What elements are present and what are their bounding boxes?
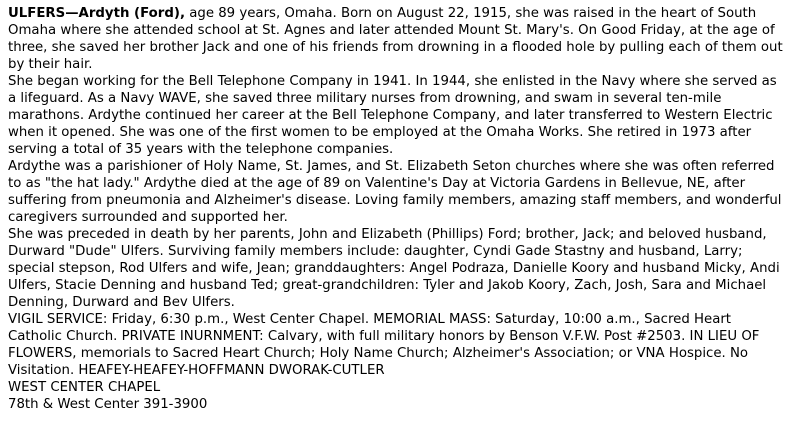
chapel-name: WEST CENTER CHAPEL — [8, 380, 161, 395]
career-paragraph: She began working for the Bell Telephone Company in 1941. In 1944, she enlisted in the Navy where she served as a lifeguard. As a Navy WAVE, she saved three military nurses from drowning, and swam in several ten-mile marathons. Ardythe continued her career at the Bell Telephone Company, and later transferred to Western Electric when it opened. She was one of the first women to be employed at the Omaha Works. She retired in 1973 after serving a total of 35 years with the telephone companies. — [8, 74, 777, 157]
obituary-headline: ULFERS—Ardyth (Ford), — [8, 6, 185, 21]
obituary-intro-text: age 89 years, Omaha. Born on August 22, 1915, she was raised in the heart of South Omaha where she attended school at St. Agnes and later attended Mount St. Mary's. On Good Friday, at the age of three, she saved her brother Jack and one of his friends from drowning in a flooded hole by pulling each of them out by their hair. — [8, 6, 783, 72]
parish-paragraph: Ardythe was a parishioner of Holy Name, St. James, and St. Elizabeth Seton churches where she was often referred to as "the hat lady." Ardythe died at the age of 89 on Valentine's Day at Victoria Gardens in Bellevue, NE, after suffering from pneumonia and Alzheimer's disease. Loving family members, amazing staff members, and wonderful caregivers surrounded and supported her. — [8, 159, 782, 225]
family-paragraph: She was preceded in death by her parents, John and Elizabeth (Phillips) Ford; brother, Jack; and beloved husband, Durward "Dude" Ulfers. Surviving family members include: daughter, Cyndi Gade Stastny and husband, Larry; special stepson, Rod Ulfers and wife, Jean; granddaughters: Angel Podraza, Danielle Koory and husband Micky, Andi Ulfers, Stacie Denning and husband Ted; great-grandchildren: Tyler and Jakob Koory, Zach, Josh, Sara and Michael Denning, Durward and Bev Ulfers. — [8, 227, 780, 310]
services-paragraph: VIGIL SERVICE: Friday, 6:30 p.m., West Center Chapel. MEMORIAL MASS: Saturday, 10:00 a.m., Sacred Heart Catholic Church. PRIVATE INURNMENT: Calvary, with full military honors by Benson V.F.W. Post #2503. IN LIEU OF FLOWERS, memorials to Sacred Heart Church; Holy Name Church; Alzheimer's Association; or VNA Hospice. No Visitation. HEAFEY-HEAFEY-HOFFMANN DWORAK-CUTLER — [8, 312, 760, 378]
chapel-contact: 78th & West Center 391-3900 — [8, 397, 208, 412]
obituary-intro-paragraph — [8, 5, 789, 73]
